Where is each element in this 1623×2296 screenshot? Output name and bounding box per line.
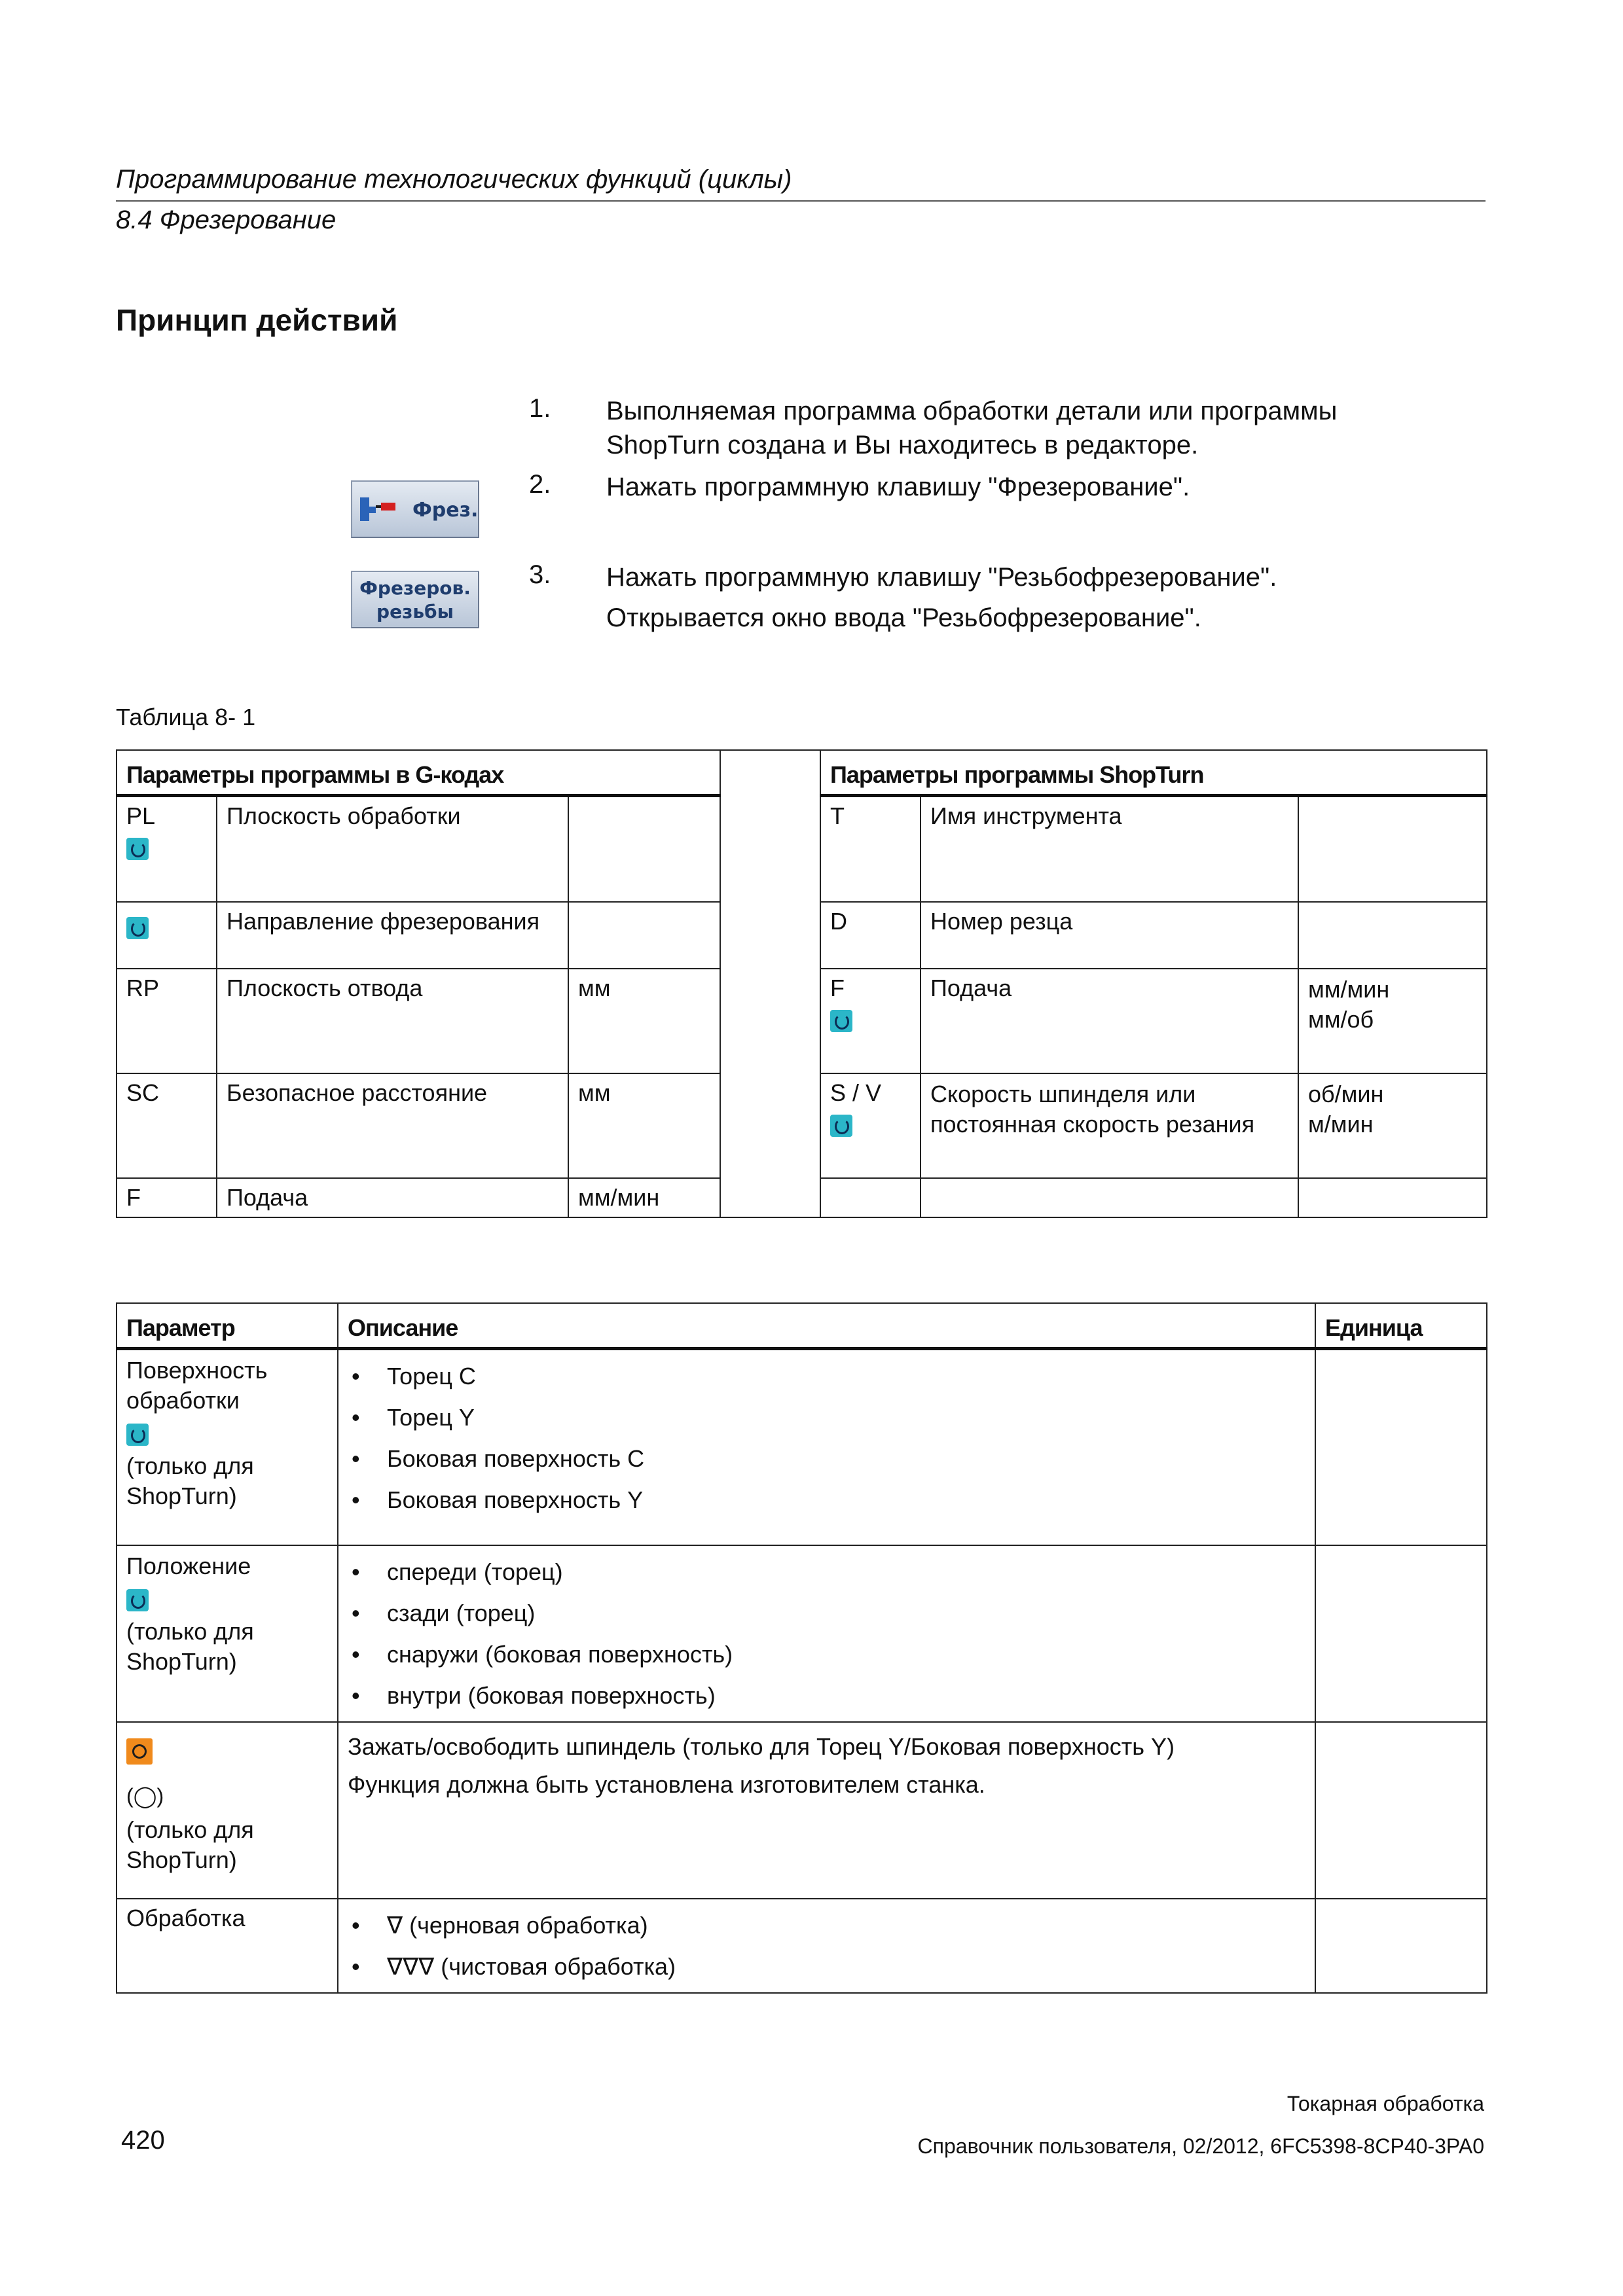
- unit-line: мм/об: [1308, 1005, 1374, 1033]
- desc-cell: Номер резца: [921, 902, 1298, 969]
- desc-cell: Подача: [217, 1178, 568, 1217]
- table-header-row: [117, 1303, 1487, 1349]
- unit-header: Единица: [1315, 1303, 1487, 1349]
- parameters-comparison-table: [116, 749, 1487, 1218]
- unit-line: м/мин: [1308, 1110, 1374, 1138]
- param-line: обработки: [126, 1387, 240, 1414]
- toggle-cycle-icon: [830, 1115, 852, 1137]
- footer-product: Токарная обработка: [1286, 2092, 1484, 2115]
- parameter-description-table: [116, 1302, 1487, 1994]
- thread-milling-label-line1: Фрезеров.: [359, 577, 471, 599]
- desc-header: Описание: [338, 1303, 1315, 1349]
- toggle-cycle-icon: [830, 1010, 852, 1032]
- desc-cell: [338, 1349, 1315, 1545]
- desc-line: Функция должна быть установлена изготовителем станка.: [348, 1770, 985, 1798]
- step-text: Выполняемая программа обработки детали или программы ShopTurn создана и Вы находитесь в редакторе.: [606, 397, 1338, 459]
- list-item: • Торец Y: [348, 1397, 1305, 1438]
- desc-cell: Плоскость отвода: [217, 969, 568, 1073]
- param-cell: [117, 1722, 338, 1899]
- param-cell: [820, 969, 921, 1073]
- desc-cell: [921, 1178, 1298, 1217]
- note-line: (только для: [126, 1452, 254, 1479]
- unit-line: об/мин: [1308, 1080, 1384, 1107]
- desc-cell: [338, 1722, 1315, 1899]
- page-number: 420: [121, 2126, 165, 2155]
- param-name: S / V: [830, 1079, 882, 1106]
- table-header-row: [117, 750, 1487, 796]
- unit-cell: [568, 796, 720, 902]
- param-header: Параметр: [117, 1303, 338, 1349]
- table-row: [117, 1899, 1487, 1993]
- unit-cell: [1298, 969, 1487, 1073]
- unit-cell: [1298, 796, 1487, 902]
- desc-cell: Направление фрезерования: [217, 902, 568, 969]
- list-item: • Торец C: [348, 1355, 1305, 1397]
- note-line: (только для: [126, 1617, 254, 1645]
- step-text: Открывается окно ввода "Резьбофрезерование".: [606, 603, 1201, 632]
- desc-cell: [338, 1899, 1315, 1993]
- milling-softkey[interactable]: [351, 480, 479, 538]
- param-cell: [117, 796, 217, 902]
- param-line: Поверхность: [126, 1357, 268, 1384]
- table-caption: Таблица 8- 1: [116, 704, 256, 730]
- param-cell: F: [117, 1178, 217, 1217]
- list-item: • Боковая поверхность Y: [348, 1479, 1305, 1520]
- desc-line: Скорость шпинделя или: [930, 1080, 1196, 1107]
- step-number: 2.: [529, 470, 551, 499]
- unit-cell: [1315, 1545, 1487, 1722]
- gcode-params-header: Параметры программы в G-кодах: [117, 750, 720, 796]
- param-name: F: [830, 974, 845, 1001]
- list-item: • снаружи (боковая поверхность): [348, 1634, 1305, 1675]
- shopturn-params-header: Параметры программы ShopTurn: [820, 750, 1487, 796]
- header-rule: [116, 200, 1486, 202]
- param-cell: [117, 1545, 338, 1722]
- table-row: [117, 1349, 1487, 1545]
- param-cell: [820, 1073, 921, 1178]
- toggle-cycle-icon: [126, 838, 149, 860]
- unit-cell: мм/мин: [568, 1178, 720, 1217]
- desc-cell: Подача: [921, 969, 1298, 1073]
- unit-cell: мм: [568, 969, 720, 1073]
- section-title: 8.4 Фрезерование: [116, 206, 337, 234]
- param-cell: Обработка: [117, 1899, 338, 1993]
- unit-line: мм/мин: [1308, 975, 1390, 1003]
- step-text: Нажать программную клавишу "Резьбофрезерование".: [606, 563, 1277, 592]
- step-text: Нажать программную клавишу "Фрезерование".: [606, 473, 1190, 501]
- thread-milling-label-line2: резьбы: [376, 601, 454, 622]
- list-item: • ∇∇∇ (чистовая обработка): [348, 1946, 1305, 1987]
- desc-cell: Безопасное расстояние: [217, 1073, 568, 1178]
- list-item: • спереди (торец): [348, 1551, 1305, 1592]
- unit-cell: [1298, 1073, 1487, 1178]
- unit-cell: [1315, 1722, 1487, 1899]
- list-item: • сзади (торец): [348, 1592, 1305, 1634]
- spindle-clamp-icon: [126, 1738, 153, 1765]
- note-line: ShopTurn): [126, 1846, 237, 1873]
- table-row: [117, 1545, 1487, 1722]
- table-row: [117, 1722, 1487, 1899]
- param-cell: SC: [117, 1073, 217, 1178]
- param-line: Положение: [126, 1552, 251, 1579]
- step-number: 1.: [529, 394, 551, 423]
- clamp-symbol: (◯): [126, 1784, 164, 1808]
- note-line: ShopTurn): [126, 1482, 237, 1509]
- param-cell: [117, 902, 217, 969]
- toggle-cycle-icon: [126, 917, 149, 939]
- unit-cell: мм: [568, 1073, 720, 1178]
- note-line: (только для: [126, 1816, 254, 1843]
- param-cell: D: [820, 902, 921, 969]
- toggle-cycle-icon: [126, 1589, 149, 1611]
- unit-cell: [568, 902, 720, 969]
- list-item: • ∇ (черновая обработка): [348, 1905, 1305, 1946]
- desc-line: Зажать/освободить шпиндель (только для Торец Y/Боковая поверхность Y): [348, 1732, 1175, 1760]
- note-line: ShopTurn): [126, 1647, 237, 1675]
- unit-cell: [1298, 902, 1487, 969]
- gap-column: [720, 750, 820, 1217]
- unit-cell: [1315, 1349, 1487, 1545]
- toggle-cycle-icon: [126, 1424, 149, 1446]
- list-item: • Боковая поверхность C: [348, 1438, 1305, 1479]
- desc-cell: [921, 1073, 1298, 1178]
- footer-manual: Справочник пользователя, 02/2012, 6FC5398-8CP40-3PA0: [917, 2134, 1484, 2158]
- unit-cell: [1298, 1178, 1487, 1217]
- param-cell: T: [820, 796, 921, 902]
- param-name: PL: [126, 802, 156, 829]
- unit-cell: [1315, 1899, 1487, 1993]
- desc-cell: [338, 1545, 1315, 1722]
- chapter-title: Программирование технологических функций (циклы): [116, 165, 792, 194]
- desc-cell: Плоскость обработки: [217, 796, 568, 902]
- desc-line: постоянная скорость резания: [930, 1110, 1255, 1138]
- list-item: • внутри (боковая поверхность): [348, 1675, 1305, 1716]
- desc-cell: Имя инструмента: [921, 796, 1298, 902]
- thread-milling-softkey[interactable]: [351, 571, 479, 628]
- page-title: Принцип действий: [116, 303, 398, 337]
- param-cell: [820, 1178, 921, 1217]
- param-cell: RP: [117, 969, 217, 1073]
- param-cell: [117, 1349, 338, 1545]
- milling-tool-icon: [359, 496, 398, 522]
- milling-softkey-label: Фрез.: [412, 499, 479, 522]
- step-number: 3.: [529, 560, 551, 589]
